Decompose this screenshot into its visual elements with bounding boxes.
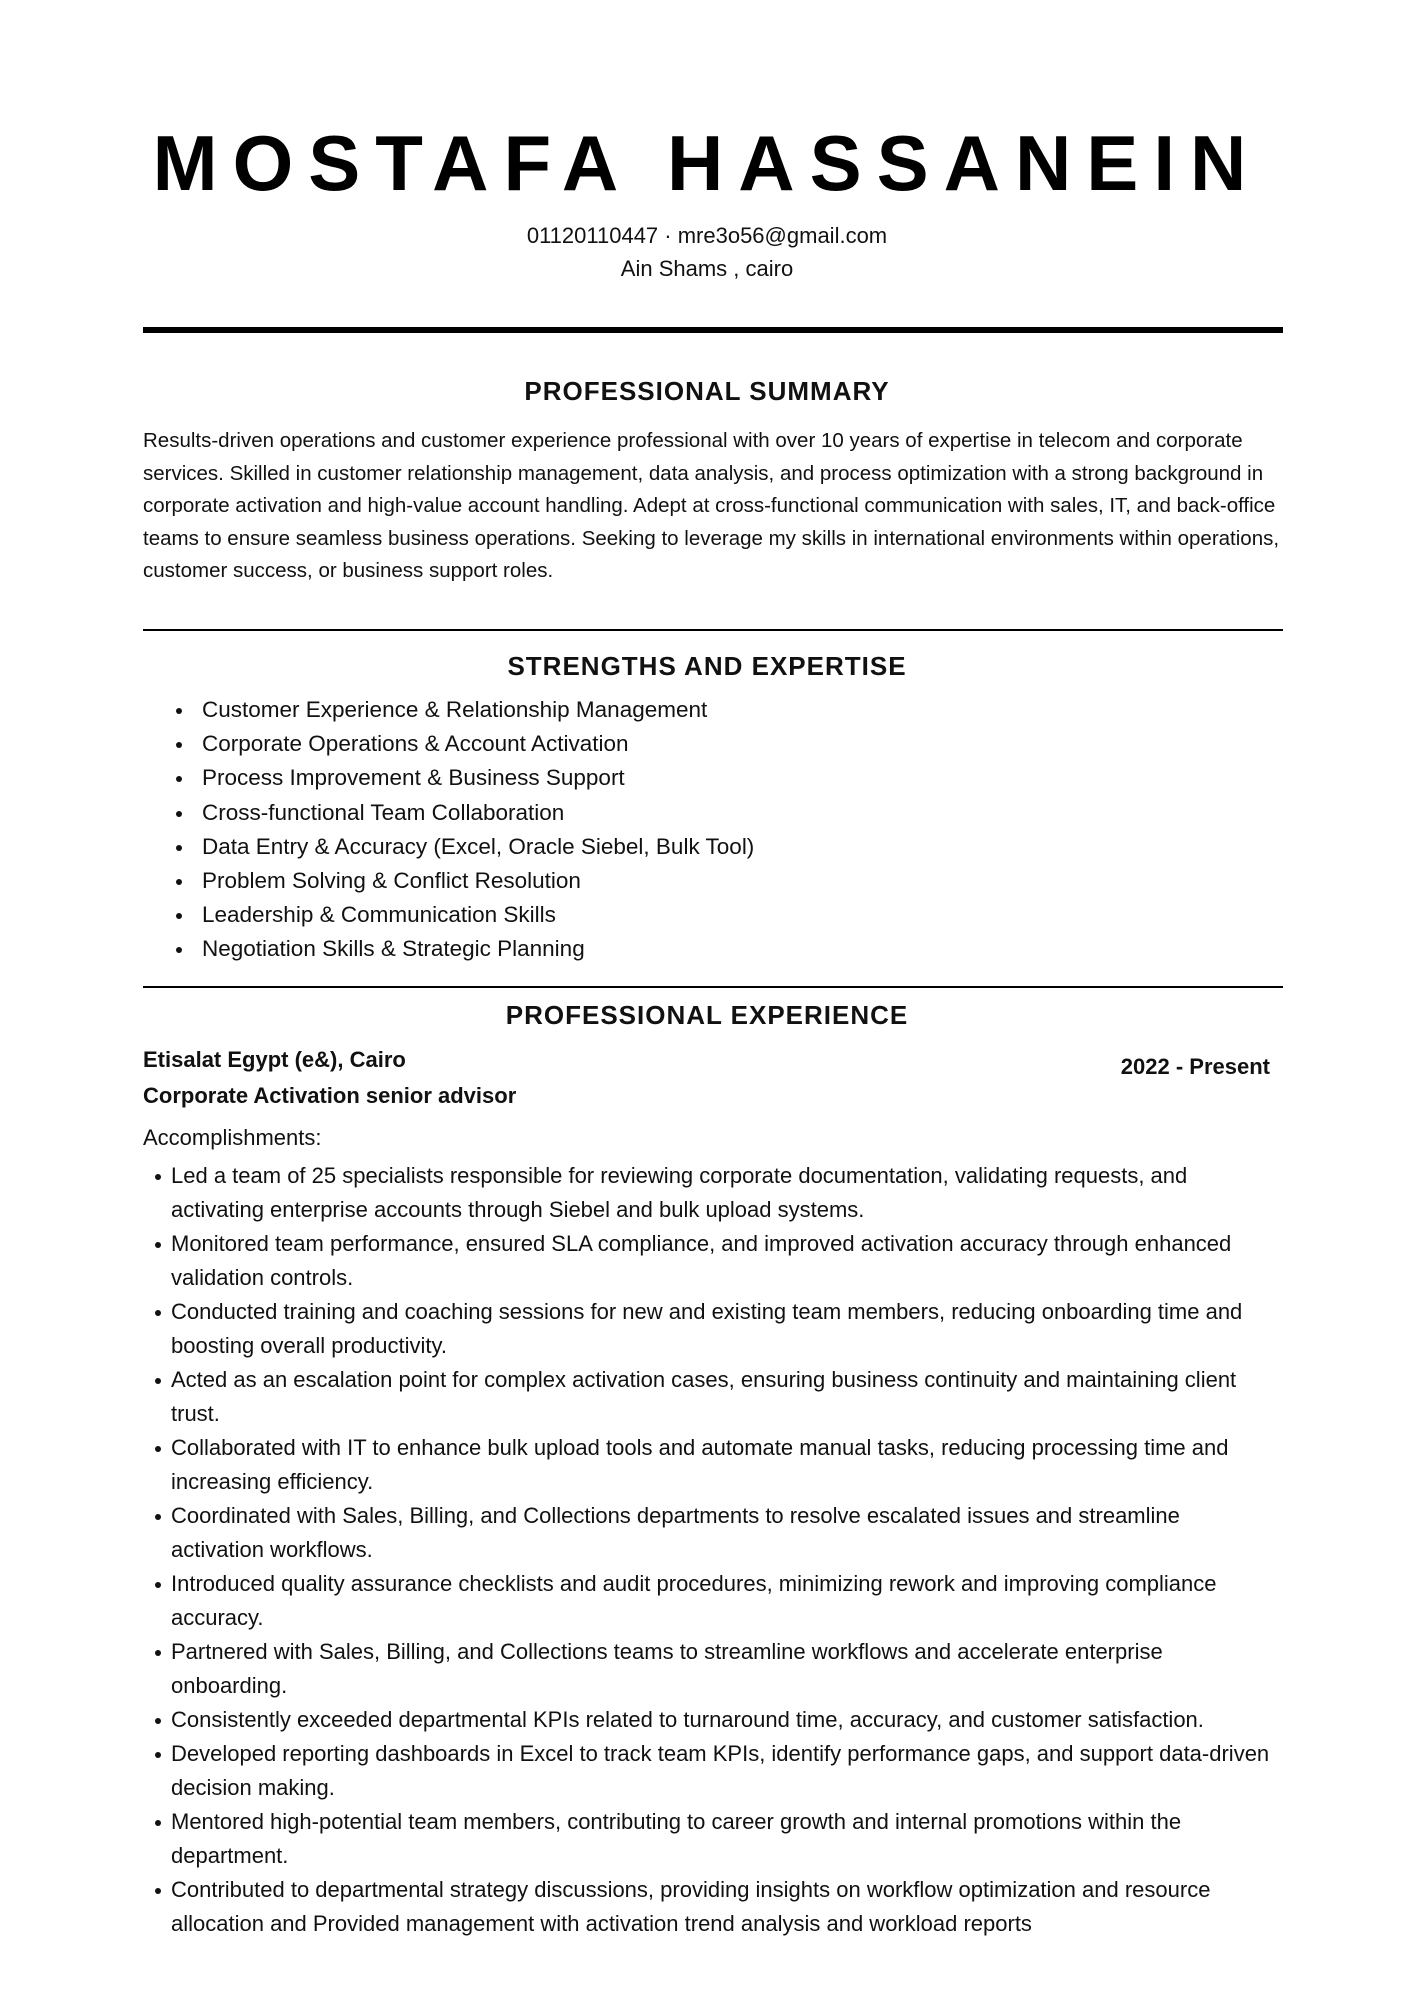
section-divider <box>143 986 1283 988</box>
header-divider <box>143 327 1283 333</box>
experience-heading: PROFESSIONAL EXPERIENCE <box>505 1000 909 1030</box>
list-item: Problem Solving & Conflict Resolution <box>176 864 754 898</box>
strengths-heading: STRENGTHS AND EXPERTISE <box>507 651 907 681</box>
location: Ain Shams , cairo <box>620 256 794 281</box>
list-item: Customer Experience & Relationship Management <box>176 693 754 727</box>
list-item: Negotiation Skills & Strategic Planning <box>176 932 754 966</box>
candidate-name: MOSTAFA HASSANEIN <box>152 119 1262 207</box>
list-item: Acted as an escalation point for complex activation cases, ensuring business continuity and maintaining client trust. <box>155 1363 1275 1431</box>
list-item: Leadership & Communication Skills <box>176 898 754 932</box>
job-dates: 2022 - Present <box>1120 1054 1270 1079</box>
list-item: Contributed to departmental strategy discussions, providing insights on workflow optimization and resource allocation and Provided management with activation trend analysis and workload reports <box>155 1873 1275 1941</box>
list-item: Monitored team performance, ensured SLA compliance, and improved activation accuracy through enhanced validation controls. <box>155 1227 1275 1295</box>
contact-line: 01120110447 · mre3o56@gmail.com <box>526 223 888 248</box>
list-item: Consistently exceeded departmental KPIs related to turnaround time, accuracy, and customer satisfaction. <box>155 1703 1275 1737</box>
job-title: Corporate Activation senior advisor <box>143 1083 517 1108</box>
strengths-list <box>176 693 754 967</box>
list-item: Introduced quality assurance checklists and audit procedures, minimizing rework and improving compliance accuracy. <box>155 1567 1275 1635</box>
list-item: Corporate Operations & Account Activation <box>176 727 754 761</box>
section-divider <box>143 629 1283 631</box>
summary-text: Results-driven operations and customer experience professional with over 10 years of expertise in telecom and corporate services. Skilled in customer relationship management, data analysis, and process optimization with a strong background in corporate activation and high-value account handling. Adept at cross-functional communication with sales, IT, and back-office teams to ensure seamless business operations. Seeking to leverage my skills in international environments within operations, customer success, or business support roles. <box>143 429 1280 582</box>
list-item: Conducted training and coaching sessions for new and existing team members, reducing onboarding time and boosting overall productivity. <box>155 1295 1275 1363</box>
list-item: Mentored high-potential team members, contributing to career growth and internal promotions within the department. <box>155 1805 1275 1873</box>
list-item: Coordinated with Sales, Billing, and Collections departments to resolve escalated issues and streamline activation workflows. <box>155 1499 1275 1567</box>
list-item: Process Improvement & Business Support <box>176 761 754 795</box>
accomplishments-label: Accomplishments: <box>143 1125 322 1150</box>
accomplishments-list <box>155 1159 1275 1941</box>
list-item: Data Entry & Accuracy (Excel, Oracle Siebel, Bulk Tool) <box>176 830 754 864</box>
list-item: Partnered with Sales, Billing, and Collections teams to streamline workflows and accelerate enterprise onboarding. <box>155 1635 1275 1703</box>
list-item: Developed reporting dashboards in Excel to track team KPIs, identify performance gaps, and support data-driven decision making. <box>155 1737 1275 1805</box>
list-item: Collaborated with IT to enhance bulk upload tools and automate manual tasks, reducing processing time and increasing efficiency. <box>155 1431 1275 1499</box>
company-name: Etisalat Egypt (e&), Cairo <box>143 1047 406 1072</box>
list-item: Led a team of 25 specialists responsible for reviewing corporate documentation, validating requests, and activating enterprise accounts through Siebel and bulk upload systems. <box>155 1159 1275 1227</box>
list-item: Cross-functional Team Collaboration <box>176 796 754 830</box>
summary-heading: PROFESSIONAL SUMMARY <box>524 376 890 406</box>
